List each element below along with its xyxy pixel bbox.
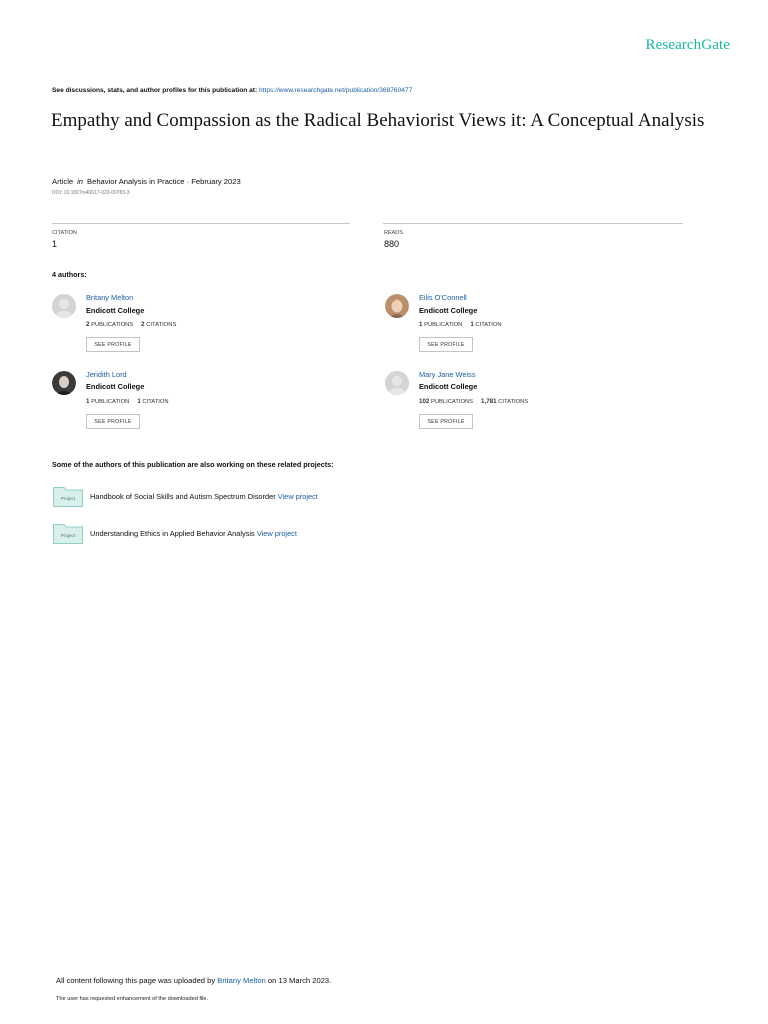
doi: DOI: 10.1007/s40617-023-00783-3 bbox=[52, 190, 130, 196]
upload-note bbox=[56, 976, 331, 985]
view-project-link[interactable]: View project bbox=[277, 492, 318, 501]
author-institution[interactable]: Endicott College bbox=[419, 306, 478, 315]
publications-count: 1 bbox=[86, 398, 90, 405]
related-project-item bbox=[90, 529, 297, 538]
avatar[interactable] bbox=[385, 371, 409, 395]
see-profile-button[interactable]: SEE PROFILE bbox=[419, 414, 473, 429]
see-profile-button[interactable]: SEE PROFILE bbox=[419, 337, 473, 352]
discussions-text: See discussions, stats, and author profiles for this publication at: bbox=[52, 87, 260, 94]
publications-label: PUBLICATION bbox=[91, 399, 130, 405]
researchgate-logo[interactable]: ResearchGate bbox=[645, 37, 730, 53]
citations-count: 2 bbox=[141, 321, 145, 328]
citations-label: CITATION bbox=[475, 322, 502, 328]
citations-label: CITATIONS bbox=[498, 399, 529, 405]
project-title: Handbook of Social Skills and Autism Spectrum Disorder bbox=[90, 492, 276, 501]
publications-count: 1 bbox=[419, 321, 423, 328]
user-placeholder-icon bbox=[52, 294, 76, 318]
upload-prefix: All content following this page was uploaded by bbox=[56, 976, 218, 985]
author-stats bbox=[419, 398, 528, 405]
citation-label: CITATION bbox=[52, 230, 77, 236]
author-stats bbox=[86, 321, 176, 328]
divider-right bbox=[383, 223, 683, 224]
project-folder-icon[interactable] bbox=[53, 522, 83, 544]
user-placeholder-icon bbox=[385, 371, 409, 395]
author-name[interactable]: Jeridith Lord bbox=[86, 370, 127, 379]
article-meta bbox=[52, 177, 241, 186]
author-name[interactable]: Britany Melton bbox=[86, 293, 134, 302]
article-type: Article bbox=[52, 177, 74, 186]
enhancement-note: The user has requested enhancement of the downloaded file. bbox=[56, 996, 209, 1002]
author-institution[interactable]: Endicott College bbox=[419, 382, 478, 391]
citations-label: CITATIONS bbox=[146, 322, 177, 328]
venue-date: Behavior Analysis in Practice · February 2023 bbox=[87, 177, 241, 186]
author-photo-icon bbox=[385, 294, 409, 318]
svg-text:Project: Project bbox=[60, 496, 76, 501]
divider-left bbox=[52, 223, 350, 224]
citations-count: 1 bbox=[470, 321, 474, 328]
citations-count: 1 bbox=[137, 398, 141, 405]
publications-label: PUBLICATION bbox=[424, 322, 463, 328]
avatar[interactable] bbox=[385, 294, 409, 318]
project-title: Understanding Ethics in Applied Behavior Analysis bbox=[90, 529, 255, 538]
uploader-link[interactable]: Britany Melton bbox=[217, 976, 266, 985]
author-name[interactable]: Mary Jane Weiss bbox=[419, 370, 476, 379]
avatar[interactable] bbox=[52, 294, 76, 318]
reads-value: 880 bbox=[384, 239, 400, 249]
page-title: Empathy and Compassion as the Radical Behaviorist Views it: A Conceptual Analysis bbox=[51, 110, 705, 131]
citations-count: 1,781 bbox=[481, 398, 497, 405]
author-stats bbox=[419, 321, 502, 328]
related-projects-heading: Some of the authors of this publication are also working on these related projects: bbox=[52, 460, 334, 469]
publications-count: 102 bbox=[419, 398, 430, 405]
author-photo-icon bbox=[52, 371, 76, 395]
publication-url-link[interactable]: https://www.researchgate.net/publication/368760477 bbox=[259, 87, 413, 94]
svg-text:Project: Project bbox=[60, 533, 76, 538]
in-word: in bbox=[77, 177, 84, 186]
authors-heading: 4 authors: bbox=[52, 270, 87, 279]
citations-label: CITATION bbox=[142, 399, 169, 405]
author-institution[interactable]: Endicott College bbox=[86, 306, 145, 315]
project-folder-icon[interactable] bbox=[53, 485, 83, 507]
see-profile-button[interactable]: SEE PROFILE bbox=[86, 414, 140, 429]
related-project-item bbox=[90, 492, 318, 501]
upload-suffix: on 13 March 2023. bbox=[265, 976, 332, 985]
citation-value: 1 bbox=[52, 239, 58, 249]
reads-label: READS bbox=[384, 230, 403, 236]
author-name[interactable]: Eilis O'Connell bbox=[419, 293, 467, 302]
author-stats bbox=[86, 398, 169, 405]
author-institution[interactable]: Endicott College bbox=[86, 382, 145, 391]
avatar[interactable] bbox=[52, 371, 76, 395]
discussions-line bbox=[52, 87, 412, 94]
publications-label: PUBLICATIONS bbox=[91, 322, 134, 328]
see-profile-button[interactable]: SEE PROFILE bbox=[86, 337, 140, 352]
view-project-link[interactable]: View project bbox=[256, 529, 297, 538]
publications-label: PUBLICATIONS bbox=[430, 399, 474, 405]
publications-count: 2 bbox=[86, 321, 90, 328]
